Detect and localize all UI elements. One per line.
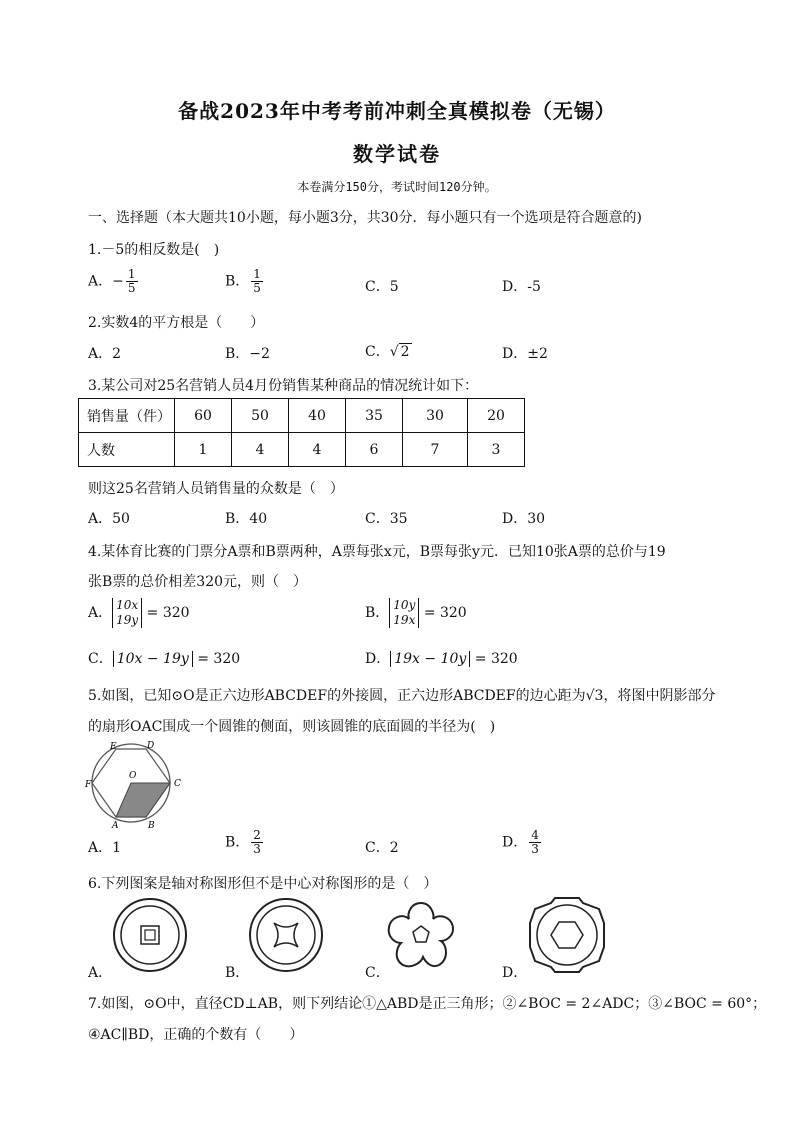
table-cell: 30 [403, 399, 468, 433]
q4-stem-line1: 4.某体育比赛的门票分A票和B票两种，A票每张x元，B票每张y元．已知10张A票的总价与19 [88, 544, 666, 560]
q5-option-b[interactable]: B． $\frac{2}{3}$ [225, 828, 261, 856]
determinant: 10y 19x [389, 598, 419, 628]
table-cell: 1 [175, 433, 232, 467]
octagon-hexagon-figure[interactable] [527, 895, 607, 975]
q1-stem: 1.－5的相反数是( ) [88, 242, 220, 258]
table-cell: 35 [346, 399, 403, 433]
table-row [79, 399, 525, 433]
q2-option-a[interactable]: A．2 [88, 346, 122, 362]
q6-option-b[interactable]: B． [225, 965, 250, 981]
q2-stem: 2.实数4的平方根是（ ） [88, 315, 265, 331]
q5-stem-line2: 的扇形OAC围成一个圆锥的侧面，则该圆锥的底面圆的半径为( ) [88, 719, 496, 735]
q3-question: 则这25名营销人员销售量的众数是（ ） [88, 481, 344, 497]
q5-option-a[interactable]: A．1 [88, 840, 122, 856]
q4-option-b[interactable]: B． 10y 19x = 320 [365, 598, 467, 627]
q1-option-b[interactable]: B． $\frac{1}{5}$ [225, 267, 261, 295]
sqrt-symbol: √ 2 [389, 344, 410, 360]
fraction: $\frac{4}{3}$ [531, 828, 539, 856]
fraction: $\frac{1}{5}$ [127, 267, 136, 295]
coin-curved-star-figure[interactable] [248, 897, 324, 973]
label-o: O [129, 771, 137, 781]
q5-stem-line1: 5.如图，已知⊙O是正六边形ABCDEF的外接圆，正六边形ABCDEF的边心距为√3，将图中阴影部分 [88, 688, 716, 704]
q3-option-c[interactable]: C．35 [365, 511, 408, 527]
q2-option-b[interactable]: B．−2 [225, 346, 270, 362]
q6-option-d[interactable]: D． [502, 965, 528, 981]
label-c: C [174, 779, 181, 789]
q7-stem-line2: ④AC∥BD，正确的个数有（ ） [88, 1027, 304, 1043]
fraction: $\frac{1}{5}$ [253, 267, 261, 295]
table-row [79, 433, 525, 467]
q3-option-b[interactable]: B．40 [225, 511, 268, 527]
table-cell: 40 [289, 399, 346, 433]
q7-stem-line1: 7.如图，⊙O中，直径CD⊥AB，则下列结论①△ABD是正三角形；②∠BOC = 2∠ADC；③∠BOC = 60°； [88, 996, 767, 1012]
q2-option-d[interactable]: D．±2 [502, 346, 548, 362]
q4-option-d[interactable]: D． 19x − 10y = 320 [365, 651, 518, 667]
q5-option-d[interactable]: D． $\frac{4}{3}$ [502, 828, 539, 856]
label-b: B [148, 821, 155, 831]
sales-table [78, 398, 525, 467]
q3-option-a[interactable]: A．50 [88, 511, 130, 527]
q1-option-d[interactable]: D．-5 [502, 279, 541, 295]
page-subtitle: 数学试卷 [353, 142, 441, 166]
determinant: 10x 19y [112, 598, 142, 628]
q3-stem: 3.某公司对25名营销人员4月份销售某种商品的情况统计如下： [88, 378, 479, 394]
q2-option-c[interactable]: C．√ 2 [365, 344, 410, 360]
table-cell: 3 [468, 433, 525, 467]
section-heading: 一、选择题（本大题共10小题，每小题3分，共30分．每小题只有一个选项是符合题意的) [88, 210, 642, 226]
q3-option-d[interactable]: D．30 [502, 511, 546, 527]
table-cell: 销售量（件） [79, 399, 175, 433]
table-cell: 50 [232, 399, 289, 433]
table-cell: 4 [289, 433, 346, 467]
table-cell: 60 [175, 399, 232, 433]
q1-option-c[interactable]: C．5 [365, 279, 399, 295]
table-cell: 4 [232, 433, 289, 467]
hexagon-circle-figure [85, 740, 185, 830]
table-cell: 人数 [79, 433, 175, 467]
shaded-sector [116, 783, 170, 817]
flower-pentagon-figure[interactable] [383, 897, 459, 973]
table-cell: 6 [346, 433, 403, 467]
q1-option-a[interactable]: A．− $\frac{1}{5}$ [88, 267, 136, 295]
q5-option-c[interactable]: C．2 [365, 840, 399, 856]
q4-stem-line2: 张B票的总价相差320元，则（ ） [88, 574, 308, 590]
exam-note: 本卷满分150分，考试时间120分钟。 [297, 180, 497, 194]
page-title: 备战2023年中考考前冲刺全真模拟卷（无锡） [178, 99, 616, 123]
q4-option-c[interactable]: C． 10x − 19y = 320 [88, 651, 241, 667]
label-d: D [147, 741, 155, 751]
label-e: E [110, 742, 117, 752]
table-cell: 7 [403, 433, 468, 467]
coin-square-hole-figure[interactable] [112, 897, 188, 973]
label-f: F [85, 780, 92, 790]
q4-option-a[interactable]: A． 10x 19y = 320 [88, 598, 190, 627]
q6-stem: 6.下列图案是轴对称图形但不是中心对称图形的是（ ） [88, 876, 438, 892]
table-cell: 20 [468, 399, 525, 433]
fraction: $\frac{2}{3}$ [253, 828, 261, 856]
q6-option-c[interactable]: C． [365, 965, 390, 981]
q6-option-a[interactable]: A． [88, 965, 113, 981]
label-a: A [112, 821, 119, 831]
